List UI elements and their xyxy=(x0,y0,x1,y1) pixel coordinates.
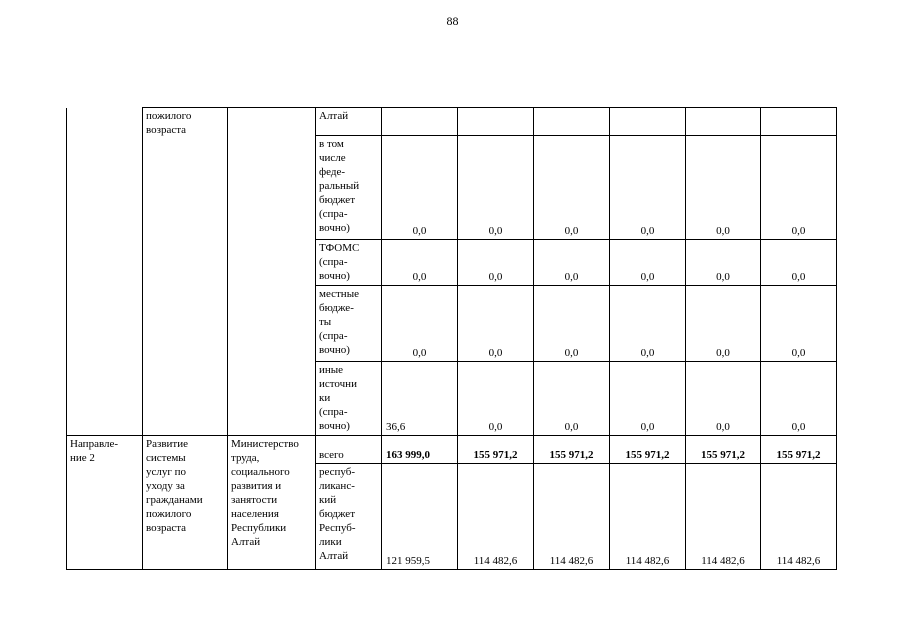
value-cell: 114 482,6 xyxy=(458,464,534,570)
page-number: 88 xyxy=(446,14,459,28)
value-cell: 0,0 xyxy=(761,362,837,436)
value-cell: 0,0 xyxy=(382,286,458,362)
value-cell: 155 971,2 xyxy=(458,436,534,464)
funding-source-cell: Алтай xyxy=(316,108,382,136)
executor-cell xyxy=(228,108,316,436)
value-cell: 155 971,2 xyxy=(686,436,761,464)
value-cell: 36,6 xyxy=(382,362,458,436)
funding-source-cell: всего xyxy=(316,436,382,464)
funding-source-cell: респуб- ликанс- кий бюджет Респуб- лики Алтай xyxy=(316,464,382,570)
value-cell: 0,0 xyxy=(686,362,761,436)
value-cell xyxy=(458,108,534,136)
value-cell: 0,0 xyxy=(458,240,534,286)
value-cell: 0,0 xyxy=(610,362,686,436)
value-cell: 0,0 xyxy=(686,286,761,362)
value-cell: 114 482,6 xyxy=(761,464,837,570)
value-cell: 114 482,6 xyxy=(686,464,761,570)
funding-source-cell: иные источни ки (спра- вочно) xyxy=(316,362,382,436)
activity-name-cell: пожилого возраста xyxy=(143,108,228,436)
value-cell: 0,0 xyxy=(761,286,837,362)
activity-name-cell: Развитие системы услуг по уходу за гражданами пожилого возраста xyxy=(143,436,228,570)
value-cell: 0,0 xyxy=(382,136,458,240)
value-cell xyxy=(534,108,610,136)
value-cell: 0,0 xyxy=(686,240,761,286)
table-row xyxy=(67,108,837,136)
value-cell: 155 971,2 xyxy=(534,436,610,464)
budget-table xyxy=(66,107,837,570)
value-cell: 0,0 xyxy=(610,136,686,240)
value-cell: 155 971,2 xyxy=(761,436,837,464)
value-cell: 0,0 xyxy=(761,240,837,286)
value-cell: 0,0 xyxy=(382,240,458,286)
table-row xyxy=(67,436,837,464)
value-cell: 0,0 xyxy=(458,286,534,362)
value-cell: 0,0 xyxy=(686,136,761,240)
direction-cell: Направле- ние 2 xyxy=(67,436,143,570)
executor-cell: Министерство труда, социального развития и занятости населения Республики Алтай xyxy=(228,436,316,570)
value-cell: 0,0 xyxy=(534,362,610,436)
funding-source-cell: в том числе феде- ральный бюджет (спра- вочно) xyxy=(316,136,382,240)
value-cell: 0,0 xyxy=(534,286,610,362)
value-cell xyxy=(382,108,458,136)
value-cell: 0,0 xyxy=(610,240,686,286)
value-cell xyxy=(686,108,761,136)
value-cell xyxy=(761,108,837,136)
value-cell: 0,0 xyxy=(534,240,610,286)
value-cell: 114 482,6 xyxy=(534,464,610,570)
value-cell: 0,0 xyxy=(761,136,837,240)
direction-cell xyxy=(67,108,143,436)
value-cell: 0,0 xyxy=(610,286,686,362)
value-cell: 114 482,6 xyxy=(610,464,686,570)
value-cell: 121 959,5 xyxy=(382,464,458,570)
value-cell: 163 999,0 xyxy=(382,436,458,464)
funding-source-cell: местные бюдже- ты (спра- вочно) xyxy=(316,286,382,362)
value-cell: 0,0 xyxy=(458,136,534,240)
value-cell: 155 971,2 xyxy=(610,436,686,464)
value-cell: 0,0 xyxy=(534,136,610,240)
funding-source-cell: ТФОМС (спра- вочно) xyxy=(316,240,382,286)
value-cell: 0,0 xyxy=(458,362,534,436)
value-cell xyxy=(610,108,686,136)
